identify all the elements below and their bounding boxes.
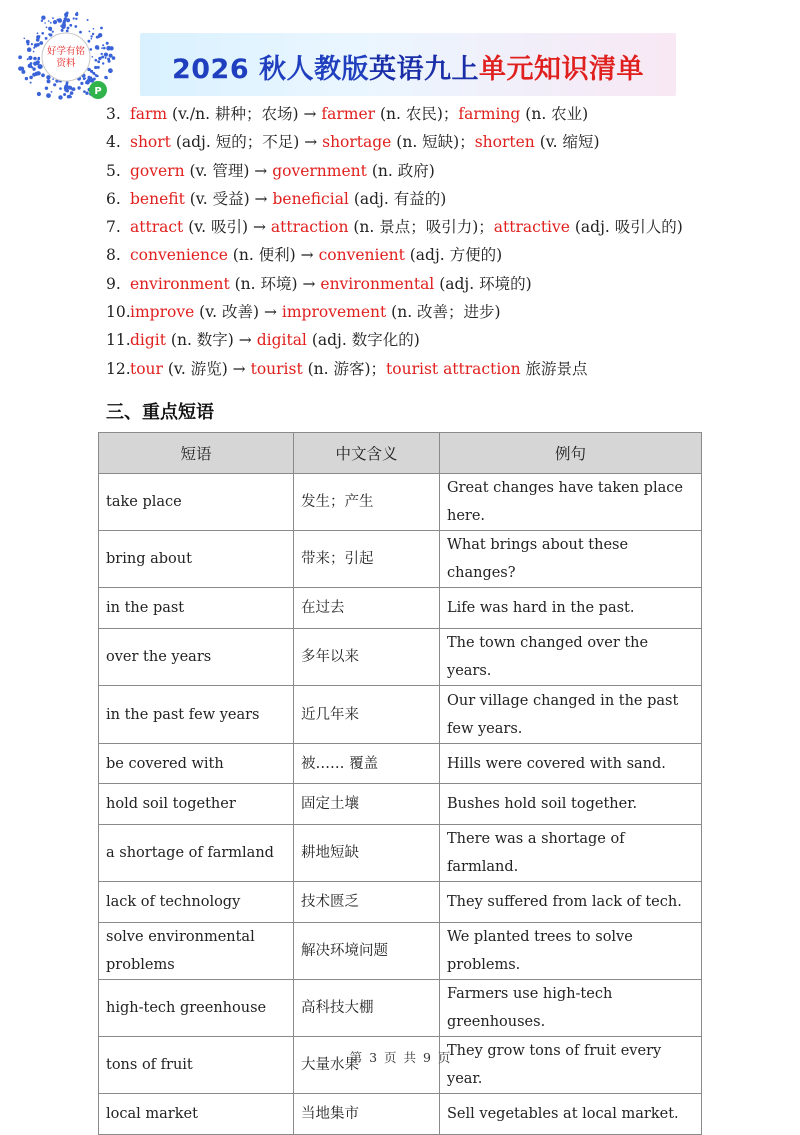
example-cell: They grow tons of fruit every year. bbox=[440, 1037, 702, 1094]
qr-dot bbox=[33, 57, 37, 61]
qr-dot bbox=[30, 62, 33, 65]
vocab-number: 4. bbox=[106, 133, 121, 152]
example-cell: Life was hard in the past. bbox=[440, 588, 702, 629]
qr-dot bbox=[87, 78, 90, 81]
qr-dot bbox=[105, 57, 107, 59]
qr-dot bbox=[64, 86, 69, 91]
qr-dot bbox=[67, 95, 71, 99]
vocab-gloss: (n. 游客)； bbox=[302, 359, 387, 378]
qr-dot bbox=[21, 67, 23, 69]
qr-dot bbox=[110, 47, 112, 49]
qr-dot bbox=[69, 24, 72, 27]
qr-dot bbox=[63, 20, 66, 23]
example-cell: Great changes have taken place here. bbox=[440, 474, 702, 531]
vocab-word: improve bbox=[130, 303, 195, 322]
title-part1: 2026 秋人教版 bbox=[171, 54, 370, 85]
qr-dot bbox=[70, 91, 74, 95]
meaning-cell: 大量水果 bbox=[294, 1037, 440, 1094]
vocab-gloss: (adj. 吸引人的) bbox=[569, 218, 683, 237]
meaning-cell: 多年以来 bbox=[294, 629, 440, 686]
qr-dot bbox=[44, 22, 46, 24]
page-footer: 第 3 页 共 9 页 bbox=[349, 1050, 451, 1065]
qr-dot bbox=[101, 53, 103, 55]
qr-dot bbox=[52, 17, 54, 19]
title-part2: 英语九上 bbox=[369, 54, 480, 85]
vocab-item bbox=[106, 213, 746, 241]
qr-dot bbox=[37, 58, 40, 61]
table-row bbox=[99, 588, 702, 629]
vocab-word: shorten bbox=[474, 133, 535, 152]
qr-dot bbox=[106, 77, 108, 79]
qr-dot bbox=[93, 78, 96, 81]
qr-dot bbox=[57, 18, 62, 23]
qr-dot bbox=[75, 18, 77, 20]
qr-dot bbox=[79, 31, 82, 34]
qr-dot bbox=[106, 42, 109, 45]
qr-dot bbox=[77, 86, 80, 89]
phrase-cell: over the years bbox=[99, 629, 294, 686]
phrase-table bbox=[98, 432, 702, 1135]
qr-dot bbox=[73, 17, 75, 19]
phrase-cell: be covered with bbox=[99, 744, 294, 784]
qr-dot bbox=[38, 64, 43, 69]
qr-dot bbox=[61, 29, 64, 32]
phrase-cell: local market bbox=[99, 1094, 294, 1135]
qr-dot bbox=[69, 86, 72, 89]
qr-dot bbox=[80, 82, 83, 85]
phrase-cell: a shortage of farmland bbox=[99, 825, 294, 882]
header-meaning: 中文含义 bbox=[294, 433, 440, 474]
qr-dot bbox=[91, 38, 93, 40]
meaning-cell: 技术匮乏 bbox=[294, 882, 440, 923]
qr-dot bbox=[59, 87, 62, 90]
phrase-cell: high-tech greenhouse bbox=[99, 980, 294, 1037]
qr-dot bbox=[39, 41, 43, 45]
qr-dot bbox=[39, 35, 41, 37]
example-cell: There was a shortage of farmland. bbox=[440, 825, 702, 882]
qr-dot bbox=[46, 27, 48, 29]
table-row bbox=[99, 744, 702, 784]
vocab-word: farming bbox=[458, 105, 521, 123]
qr-dot bbox=[83, 78, 86, 81]
phrase-cell: solve environmental problems bbox=[99, 923, 294, 980]
qr-dot bbox=[93, 28, 95, 30]
vocab-number: 5. bbox=[106, 161, 121, 180]
qr-dot bbox=[29, 76, 33, 80]
table-row bbox=[99, 1094, 702, 1135]
vocab-item bbox=[106, 355, 746, 383]
qr-dot bbox=[74, 25, 77, 28]
vocab-item bbox=[106, 128, 746, 156]
table-row bbox=[99, 629, 702, 686]
qr-dot bbox=[102, 44, 104, 46]
qr-dot bbox=[33, 62, 37, 66]
vocab-number: 11. bbox=[106, 331, 131, 350]
vocab-number: 6. bbox=[106, 189, 121, 208]
qr-dot bbox=[46, 75, 50, 79]
qr-dot bbox=[58, 95, 62, 99]
svg-text:P: P bbox=[94, 86, 102, 97]
vocab-word: tourist attraction bbox=[386, 359, 521, 378]
qr-dot bbox=[47, 79, 51, 83]
qr-dot bbox=[63, 93, 66, 96]
table-header-row bbox=[99, 433, 702, 474]
qr-dot bbox=[96, 76, 98, 78]
qr-dot bbox=[109, 54, 113, 58]
qr-dot bbox=[102, 62, 104, 64]
vocab-number: 7. bbox=[106, 218, 121, 237]
vocab-word: govern bbox=[130, 161, 185, 180]
qr-dot bbox=[33, 51, 35, 53]
qr-dot bbox=[88, 40, 91, 43]
qr-dot bbox=[101, 56, 104, 59]
qr-dot bbox=[45, 87, 48, 90]
vocab-gloss: (v. 游览) → bbox=[162, 359, 251, 378]
example-cell: Sell vegetables at local market. bbox=[440, 1094, 702, 1135]
vocab-item bbox=[106, 185, 746, 213]
phrase-cell: in the past few years bbox=[99, 686, 294, 744]
title-banner bbox=[140, 33, 676, 96]
vocab-item bbox=[106, 241, 746, 269]
qr-dot bbox=[76, 12, 78, 14]
vocab-word: convenient bbox=[318, 246, 405, 265]
meaning-cell: 带来；引起 bbox=[294, 531, 440, 588]
qr-dot bbox=[108, 68, 113, 73]
qr-dot bbox=[53, 83, 56, 86]
qr-dot bbox=[37, 92, 41, 96]
phrase-cell: tons of fruit bbox=[99, 1037, 294, 1094]
qr-dot bbox=[36, 38, 40, 42]
qr-dot bbox=[85, 92, 88, 95]
qr-dot bbox=[41, 16, 45, 20]
vocab-gloss: (adj. 数字化的) bbox=[306, 331, 420, 350]
meaning-cell: 被…… 覆盖 bbox=[294, 744, 440, 784]
qr-dot bbox=[45, 37, 48, 40]
vocab-gloss: (n. 景点；吸引力)； bbox=[348, 218, 494, 237]
table-row bbox=[99, 980, 702, 1037]
vocab-gloss: (v. 受益) → bbox=[184, 189, 273, 208]
vocab-item bbox=[106, 326, 746, 354]
table-row bbox=[99, 531, 702, 588]
table-row bbox=[99, 882, 702, 923]
qr-dot bbox=[67, 27, 70, 30]
qr-dot bbox=[29, 56, 32, 59]
qr-dot bbox=[48, 20, 50, 22]
qr-dot bbox=[26, 40, 30, 44]
example-cell: We planted trees to solve problems. bbox=[440, 923, 702, 980]
qr-dot bbox=[85, 82, 87, 84]
vocab-word: attraction bbox=[270, 218, 349, 237]
vocab-item bbox=[106, 270, 746, 298]
table-row bbox=[99, 784, 702, 825]
meaning-cell: 高科技大棚 bbox=[294, 980, 440, 1037]
vocab-item bbox=[106, 298, 746, 326]
vocab-word: tourist bbox=[250, 359, 303, 378]
meaning-cell: 耕地短缺 bbox=[294, 825, 440, 882]
vocab-word: digit bbox=[130, 331, 166, 350]
vocab-gloss: (v. 改善) → bbox=[194, 303, 282, 322]
qr-dot bbox=[112, 56, 116, 60]
qr-dot bbox=[21, 70, 25, 74]
qr-dot bbox=[30, 82, 32, 84]
qr-dot bbox=[103, 47, 106, 50]
qr-dot bbox=[41, 20, 43, 22]
vocab-gloss: (v./n. 耕种；农场) → bbox=[167, 105, 322, 123]
qr-dot bbox=[48, 33, 50, 35]
qr-code-logo bbox=[14, 8, 118, 106]
qr-caption-line1: 好学有铭 bbox=[46, 46, 86, 57]
vocab-item bbox=[106, 157, 746, 185]
qr-dot bbox=[34, 43, 38, 47]
vocab-gloss: (v. 管理) → bbox=[184, 161, 273, 180]
qr-dot bbox=[60, 25, 62, 27]
vocab-gloss: (n. 农业) bbox=[520, 105, 589, 123]
vocab-gloss: (adj. 方便的) bbox=[404, 246, 503, 265]
qr-dot bbox=[34, 72, 38, 76]
qr-dot bbox=[66, 18, 70, 22]
vocab-word: farmer bbox=[321, 105, 376, 123]
phrase-cell: hold soil together bbox=[99, 784, 294, 825]
vocab-number: 8. bbox=[106, 246, 121, 265]
word-family-list bbox=[106, 100, 746, 383]
vocab-gloss: 旅游景点 bbox=[520, 359, 588, 378]
vocab-gloss: (n. 便利) → bbox=[227, 246, 319, 265]
qr-dot bbox=[87, 19, 89, 21]
meaning-cell: 当地集市 bbox=[294, 1094, 440, 1135]
vocab-word: improvement bbox=[281, 303, 387, 322]
table-row bbox=[99, 474, 702, 531]
qr-dot bbox=[101, 47, 103, 49]
qr-dot bbox=[92, 56, 94, 58]
example-cell: Bushes hold soil together. bbox=[440, 784, 702, 825]
meaning-cell: 近几年来 bbox=[294, 686, 440, 744]
example-cell: What brings about these changes? bbox=[440, 531, 702, 588]
vocab-gloss: (v. 缩短) bbox=[534, 133, 600, 152]
qr-dot bbox=[90, 48, 93, 51]
meaning-cell: 发生；产生 bbox=[294, 474, 440, 531]
vocab-gloss: (n. 短缺)； bbox=[391, 133, 475, 152]
vocab-word: environmental bbox=[320, 274, 435, 293]
vocab-number: 9. bbox=[106, 274, 121, 293]
qr-dot bbox=[66, 30, 69, 33]
qr-dot bbox=[53, 20, 57, 24]
phrase-cell: bring about bbox=[99, 531, 294, 588]
qr-dot bbox=[108, 60, 111, 63]
table-row bbox=[99, 686, 702, 744]
vocab-number: 12. bbox=[106, 359, 131, 378]
vocab-word: attractive bbox=[493, 218, 570, 237]
vocab-gloss: (n. 数字) → bbox=[166, 331, 257, 350]
qr-dot bbox=[32, 67, 35, 70]
qr-dot bbox=[41, 73, 45, 77]
vocab-gloss: (n. 环境) → bbox=[229, 274, 321, 293]
qr-dot bbox=[31, 43, 33, 45]
qr-dot bbox=[92, 33, 94, 35]
qr-dot bbox=[95, 45, 99, 49]
phrase-cell: take place bbox=[99, 474, 294, 531]
qr-dot bbox=[95, 59, 98, 62]
qr-dot bbox=[64, 13, 68, 17]
vocab-gloss: (v. 吸引) → bbox=[183, 218, 271, 237]
qr-dot bbox=[50, 22, 52, 24]
vocab-word: attract bbox=[130, 218, 184, 237]
vocab-word: shortage bbox=[322, 133, 392, 152]
qr-dot bbox=[100, 27, 103, 30]
qr-dot bbox=[105, 54, 107, 56]
vocab-word: farm bbox=[130, 105, 168, 123]
vocab-word: convenience bbox=[130, 246, 228, 265]
qr-dot bbox=[90, 35, 92, 37]
qr-dot bbox=[98, 33, 102, 37]
vocab-word: digital bbox=[256, 331, 307, 350]
vocab-number: 3. bbox=[106, 105, 121, 123]
qr-dot bbox=[94, 66, 97, 69]
qr-dot bbox=[41, 32, 44, 35]
table-row bbox=[99, 923, 702, 980]
vocab-word: benefit bbox=[130, 189, 185, 208]
vocab-gloss: (adj. 环境的) bbox=[434, 274, 532, 293]
qr-dot bbox=[83, 90, 86, 93]
table-row bbox=[99, 825, 702, 882]
vocab-word: environment bbox=[130, 274, 230, 293]
example-cell: Our village changed in the past few years. bbox=[440, 686, 702, 744]
phrase-cell: lack of technology bbox=[99, 882, 294, 923]
section-title: 三、重点短语 bbox=[106, 402, 214, 423]
phrase-cell: in the past bbox=[99, 588, 294, 629]
header-phrase: 短语 bbox=[99, 433, 294, 474]
title-part3: 单元知识清单 bbox=[479, 54, 645, 85]
qr-dot bbox=[97, 60, 100, 63]
qr-dot bbox=[98, 57, 101, 60]
vocab-number: 10. bbox=[106, 303, 131, 322]
qr-dot bbox=[52, 31, 54, 33]
qr-dot bbox=[46, 93, 51, 98]
qr-dot bbox=[37, 32, 39, 34]
qr-dot bbox=[51, 91, 53, 93]
qr-dot bbox=[66, 84, 68, 86]
qr-dot bbox=[52, 78, 54, 80]
meaning-cell: 解决环境问题 bbox=[294, 923, 440, 980]
header-example: 例句 bbox=[440, 433, 702, 474]
example-cell: Hills were covered with sand. bbox=[440, 744, 702, 784]
vocab-item bbox=[106, 100, 746, 128]
vocab-gloss: (n. 政府) bbox=[366, 161, 435, 180]
qr-dot bbox=[18, 55, 22, 59]
vocab-word: beneficial bbox=[272, 189, 349, 208]
qr-dot bbox=[89, 31, 91, 33]
page-title bbox=[140, 47, 676, 86]
vocab-gloss: (n. 改善；进步) bbox=[386, 303, 501, 322]
vocab-word: short bbox=[130, 133, 171, 152]
vocab-word: government bbox=[272, 161, 367, 180]
meaning-cell: 固定土壤 bbox=[294, 784, 440, 825]
qr-dot bbox=[25, 77, 28, 80]
qr-dot bbox=[27, 47, 32, 52]
vocab-gloss: (n. 农民)； bbox=[375, 105, 459, 123]
qr-caption-line2: 资料 bbox=[56, 58, 76, 69]
example-cell: Farmers use high-tech greenhouses. bbox=[440, 980, 702, 1037]
vocab-gloss: (adj. 有益的) bbox=[348, 189, 447, 208]
vocab-gloss: (adj. 短的；不足) → bbox=[170, 133, 323, 152]
vocab-word: tour bbox=[130, 359, 163, 378]
qr-dot bbox=[24, 38, 26, 40]
qr-dot bbox=[48, 27, 52, 31]
example-cell: They suffered from lack of tech. bbox=[440, 882, 702, 923]
meaning-cell: 在过去 bbox=[294, 588, 440, 629]
example-cell: The town changed over the years. bbox=[440, 629, 702, 686]
